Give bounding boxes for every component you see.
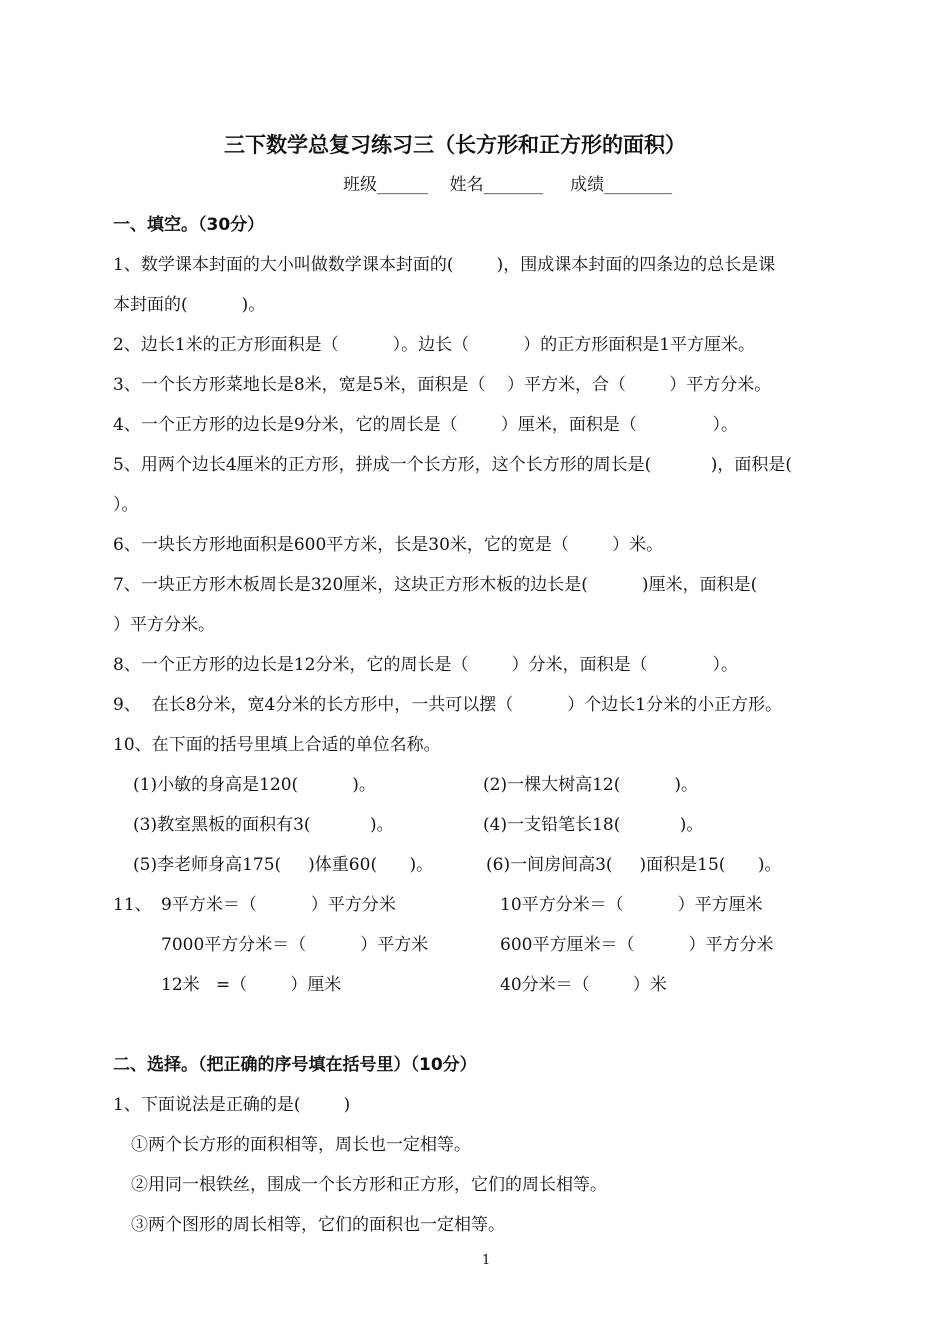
question-line: 2、边长1米的正方形面积是（ ）。边长（ ）的正方形面积是1平方厘米。 (113, 335, 756, 355)
question-line: 1、数学课本封面的大小叫做数学课本封面的( )，围成课本封面的四条边的总长是课 (113, 255, 776, 275)
question-line: 4、一个正方形的边长是9分米，它的周长是（ ）厘米，面积是（ ）。 (113, 415, 739, 435)
question-line: 9、 在长8分米，宽4分米的长方形中，一共可以摆（ ）个边长1分米的小正方形。 (113, 695, 783, 715)
conversion-item: 9平方米＝（ ）平方分米 (161, 895, 396, 915)
page-number: 1 (482, 1253, 491, 1268)
unit-item: (6)一间房间高3( )面积是15( )。 (486, 855, 782, 875)
question-line: 10、在下面的括号里填上合适的单位名称。 (113, 735, 441, 755)
unit-item: (2)一棵大树高12( )。 (483, 775, 699, 795)
section2-heading: 二、选择。（把正确的序号填在括号里）（10分） (113, 1055, 477, 1075)
conversion-item: 12米 =（ ）厘米 (161, 975, 342, 995)
conversion-item: 600平方厘米＝（ ）平方分米 (500, 935, 774, 955)
page-title: 三下数学总复习练习三（长方形和正方形的面积） (224, 133, 686, 157)
question-line: 1、下面说法是正确的是( ) (113, 1095, 351, 1115)
conversion-item: 10平方分米＝（ ）平方厘米 (500, 895, 763, 915)
section1-heading: 一、填空。（30分） (113, 215, 265, 235)
question-line: 7、一块正方形木板周长是320厘米，这块正方形木板的边长是( )厘米，面积是( (113, 575, 758, 595)
question-line: 本封面的( )。 (113, 295, 266, 315)
unit-item: (3)教室黑板的面积有3( )。 (133, 815, 394, 835)
question-line: ）。 (113, 495, 139, 515)
conversion-item: 40分米＝（ ）米 (500, 975, 667, 995)
choice-option: ③两个图形的周长相等，它们的面积也一定相等。 (131, 1215, 505, 1235)
question-line: 8、一个正方形的边长是12分米，它的周长是（ ）分米，面积是（ ）。 (113, 655, 739, 675)
question-line: ）平方分米。 (113, 615, 215, 635)
question-number: 11、 (113, 895, 152, 915)
unit-item: (5)李老师身高175( )体重60( )。 (133, 855, 434, 875)
conversion-item: 7000平方分米＝（ ）平方米 (161, 935, 429, 955)
question-line: 5、用两个边长4厘米的正方形，拼成一个长方形，这个长方形的周长是( )，面积是( (113, 455, 792, 475)
unit-item: (1)小敏的身高是120( )。 (133, 775, 376, 795)
choice-option: ①两个长方形的面积相等，周长也一定相等。 (131, 1135, 471, 1155)
question-line: 3、一个长方形菜地长是8米，宽是5米，面积是（ ）平方米，合（ ）平方分米。 (113, 375, 772, 395)
choice-option: ②用同一根铁丝，围成一个长方形和正方形，它们的周长相等。 (131, 1175, 607, 1195)
unit-item: (4)一支铅笔长18( )。 (483, 815, 704, 835)
question-line: 6、一块长方形地面积是600平方米，长是30米，它的宽是（ ）米。 (113, 535, 664, 555)
student-info-line: 班级______ 姓名_______ 成绩________ (343, 175, 673, 195)
